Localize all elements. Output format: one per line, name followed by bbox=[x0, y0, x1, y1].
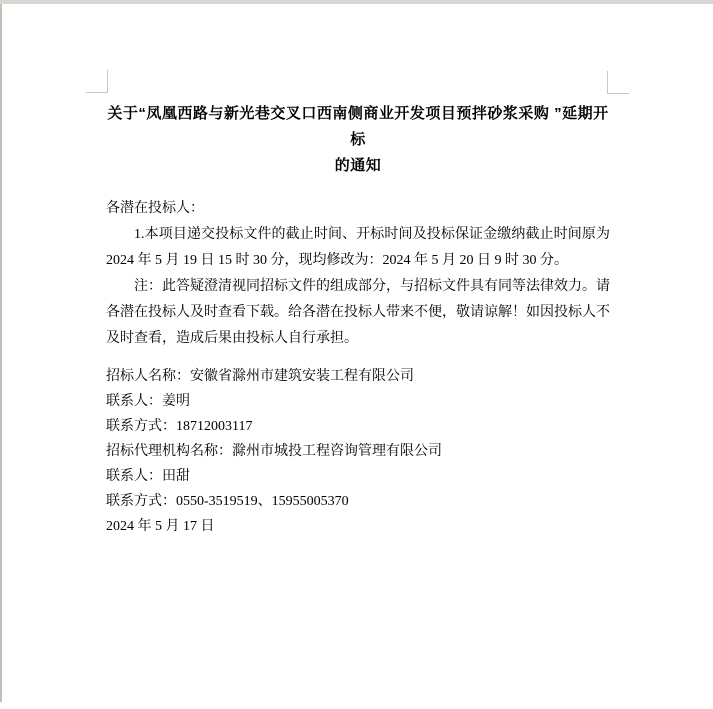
agency-contact-phone-line: 联系方式：0550-3519519、15955005370 bbox=[106, 494, 349, 509]
agency-contact-person-line: 联系人：田甜 bbox=[106, 469, 190, 484]
crop-mark-vertical-line bbox=[607, 71, 608, 94]
tenderer-name-line: 招标人名称：安徽省滁州市建筑安装工程有限公司 bbox=[106, 369, 414, 384]
contact-block bbox=[106, 364, 610, 539]
document-date-line: 2024 年 5 月 17 日 bbox=[106, 519, 215, 534]
text-margin-crop-mark-top-left bbox=[86, 70, 108, 93]
crop-mark-horizontal-line bbox=[86, 92, 108, 93]
text-margin-crop-mark-top-right bbox=[607, 71, 629, 94]
document-body bbox=[106, 93, 610, 539]
greeting-line: 各潜在投标人： bbox=[106, 201, 204, 216]
document-page bbox=[2, 4, 713, 709]
crop-mark-horizontal-line bbox=[607, 93, 629, 94]
paragraph-note-legal-effect: 注：此答疑澄清视同招标文件的组成部分，与招标文件具有同等法律效力。请各潜在投标人及时查看下载。给各潜在投标人带来不便，敬请谅解！如因投标人不及时查看，造成后果由投标人自行承担。 bbox=[106, 279, 610, 346]
tenderer-contact-person-line: 联系人：姜明 bbox=[106, 394, 190, 409]
paragraph-deadline-change: 1.本项目递交投标文件的截止时间、开标时间及投标保证金缴纳截止时间原为 2024 年 5 月 19 日 15 时 30 分，现均修改为：2024 年 5 月 20 日 9 时 30 分。 bbox=[106, 227, 610, 268]
crop-mark-vertical-line bbox=[107, 70, 108, 93]
document-title-line-2: 的通知 bbox=[334, 157, 382, 174]
agency-name-line: 招标代理机构名称：滁州市城投工程咨询管理有限公司 bbox=[106, 444, 442, 459]
tenderer-contact-phone-line: 联系方式：18712003117 bbox=[106, 419, 253, 434]
document-title-line-1: 关于“凤凰西路与新光巷交叉口西南侧商业开发项目预拌砂浆采购 ”延期开标 bbox=[107, 105, 609, 148]
document-title bbox=[106, 93, 610, 179]
